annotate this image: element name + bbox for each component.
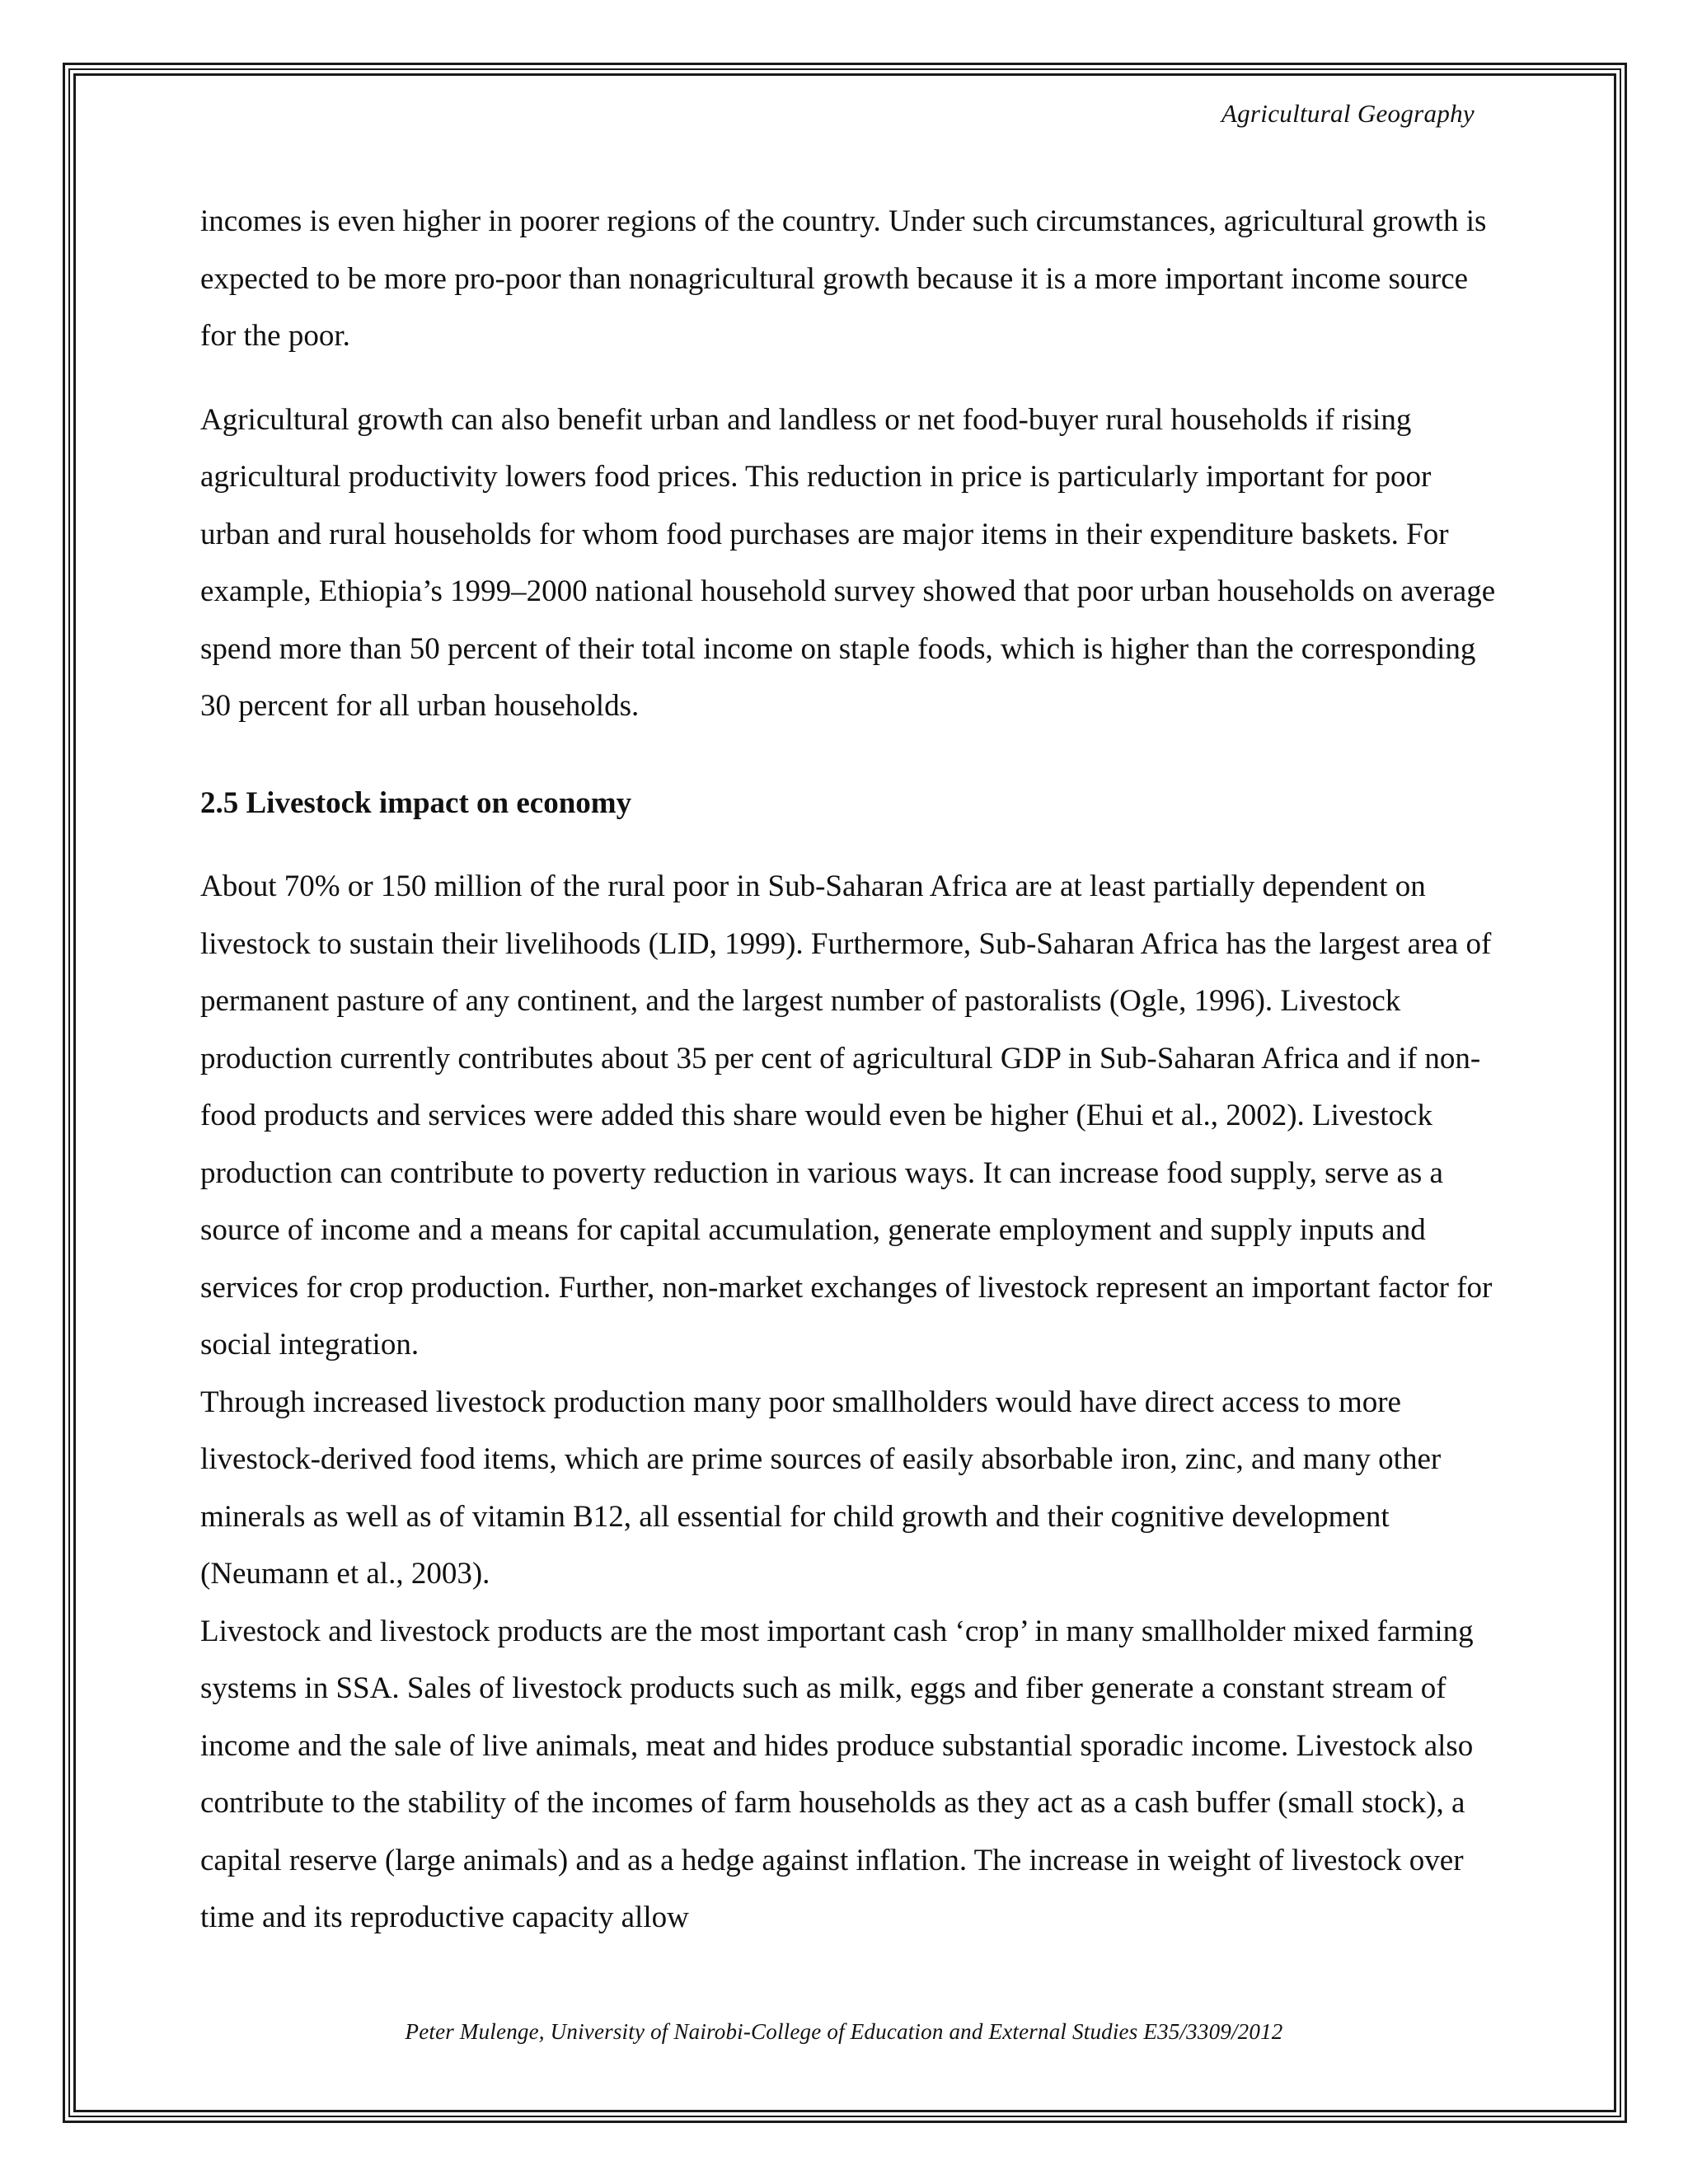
section-spacer bbox=[200, 735, 1503, 775]
paragraph-5: Livestock and livestock products are the most important cash ‘crop’ in many smallholder mixed farming systems in SSA. Sales of livestock products such as milk, eggs and fiber generate a constant stream of income and the sale of live animals, meat and hides produce substantial sporadic income. Livestock also contribute to the stability of the incomes of farm households as they act as a cash buffer (small stock), a capital reserve (large animals) and as a hedge against inflation. The increase in weight of livestock over time and its reproductive capacity allow bbox=[200, 1614, 1474, 1934]
paragraph-spacer bbox=[200, 365, 1503, 391]
paragraph-2: Agricultural growth can also benefit urban and landless or net food-buyer rural households if rising agricultural productivity lowers food prices. This reduction in price is particularly important for poor urban and rural households for whom food purchases are major items in their expenditure baskets. For example, Ethiopia’s 1999–2000 national household survey showed that poor urban households on average spend more than 50 percent of their total income on staple foods, which is higher than the corresponding 30 percent for all urban households. bbox=[200, 402, 1496, 723]
running-header: Agricultural Geography bbox=[1221, 99, 1475, 128]
paragraph-1: incomes is even higher in poorer regions of the country. Under such circumstances, agricultural growth is expected to be more pro-poor than nonagricultural growth because it is a more important income source for the poor. bbox=[200, 204, 1487, 353]
paragraph-3: About 70% or 150 million of the rural poor in Sub-Saharan Africa are at least partially dependent on livestock to sustain their livelihoods (LID, 1999). Furthermore, Sub-Saharan Africa has the largest area of permanent pasture of any continent, and the largest number of pastoralists (Ogle, 1996). Livestock production currently contributes about 35 per cent of agricultural GDP in Sub-Saharan Africa and if non-food products and services were added this share would even be higher (Ehui et al., 2002). Livestock production can contribute to poverty reduction in various ways. It can increase food supply, serve as a source of income and a means for capital accumulation, generate employment and supply inputs and services for crop production. Further, non-market exchanges of livestock represent an important factor for social integration. bbox=[200, 869, 1493, 1361]
paragraph-4: Through increased livestock production many poor smallholders would have direct access to more livestock-derived food items, which are prime sources of easily absorbable iron, zinc, and many other minerals as well as of vitamin B12, all essential for child growth and their cognitive development (Neumann et al., 2003). bbox=[200, 1385, 1442, 1591]
paragraph-spacer bbox=[200, 832, 1503, 858]
page-footer: Peter Mulenge, University of Nairobi-College of Education and External Studies E35/3309/2012 bbox=[405, 2019, 1283, 2044]
section-heading: 2.5 Livestock impact on economy bbox=[200, 785, 632, 820]
page-body bbox=[200, 193, 1503, 1947]
